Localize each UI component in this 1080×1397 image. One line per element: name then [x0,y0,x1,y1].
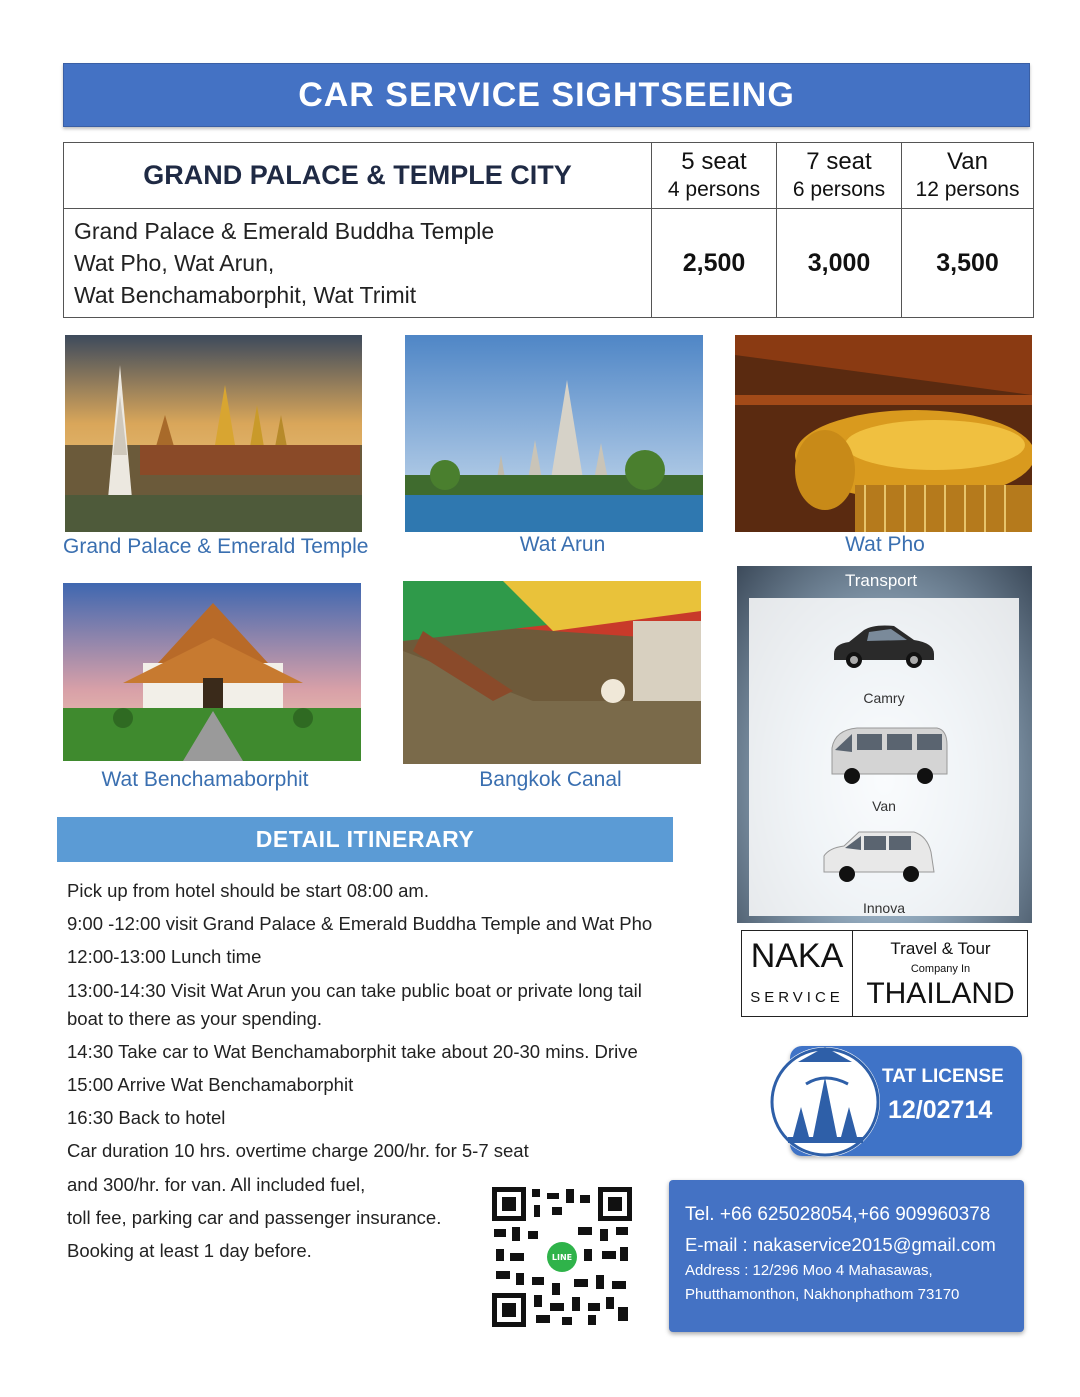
price-5-seat: 2,500 [652,209,777,318]
bangkok-canal-photo [403,581,701,764]
photo-caption-bangkok-canal: Bangkok Canal [479,768,622,791]
photo-caption-wat-benchamaborphit: Wat Benchamaborphit [101,768,309,791]
wat-pho-photo [735,335,1032,532]
naka-name: NAKA [750,937,844,975]
travel-tour-label: Travel & Tour [890,939,991,958]
page-title: CAR SERVICE SIGHTSEEING [298,75,795,114]
line-qr-code[interactable] [492,1187,632,1327]
itinerary-line: 12:00-13:00 Lunch time [67,946,262,967]
itinerary-line: 15:00 Arrive Wat Benchamaborphit [67,1074,354,1095]
itinerary-line: Pick up from hotel should be start 08:00 am. [67,880,429,901]
itinerary-heading [57,817,673,862]
itinerary-line: 9:00 -12:00 visit Grand Palace & Emerald Buddha Temple and Wat Pho [67,913,653,934]
seat-label: 7 seat [806,148,872,176]
itinerary-line: Car duration 10 hrs. overtime charge 200/hr. for 5-7 seat [67,1140,529,1161]
itinerary-line: and 300/hr. for van. All included fuel, [67,1174,366,1195]
seat-label: 5 seat [681,148,747,176]
itinerary-line: 14:30 Take car to Wat Benchamaborphit take about 20-30 mins. Drive [67,1041,638,1062]
persons-label: 4 persons [667,178,761,202]
places-cell [64,209,652,318]
photo-caption-grand-palace: Grand Palace & Emerald Temple [63,535,369,558]
naka-service-logo [741,930,1028,1017]
itinerary-line: boat to there as your spending. [67,1008,323,1029]
naka-logo-left [742,931,853,1016]
column-header-van [902,143,1034,209]
photo-caption-wat-arun: Wat Arun [519,533,606,556]
tat-emblem-icon [768,1042,883,1165]
tour-title: GRAND PALACE & TEMPLE CITY [64,143,652,209]
transport-title: Transport [845,571,918,590]
tat-license-number: 12/02714 [888,1096,993,1124]
place-line: Grand Palace & Emerald Buddha Temple [74,218,495,244]
car-label-innova: Innova [862,900,906,916]
place-line: Wat Benchamaborphit, Wat Trimit [74,282,417,308]
camry-car-icon [829,616,939,676]
persons-label: 12 persons [915,178,1020,202]
line-badge-text: LINE [551,1253,573,1262]
grand-palace-photo [65,335,362,532]
transport-panel [737,566,1032,923]
page-title-banner [63,63,1030,127]
wat-benchamaborphit-photo [63,583,361,761]
van-icon [827,720,952,793]
price-table [63,142,1034,318]
price-van: 3,500 [902,209,1034,318]
contact-address-line-2: Phutthamonthon, Nakhonphathom 73170 [685,1286,960,1303]
photo-caption-wat-pho: Wat Pho [845,533,925,556]
price-table-body-row [64,209,1034,318]
wat-arun-photo [405,335,703,532]
car-label-camry: Camry [863,690,905,706]
itinerary-heading-text: DETAIL ITINERARY [255,826,475,852]
contact-email[interactable]: E-mail : nakaservice2015@gmail.com [685,1234,996,1255]
innova-car-icon [819,824,939,894]
itinerary-line: 13:00-14:30 Visit Wat Arun you can take public boat or private long tail [67,980,642,1001]
naka-service-label: SERVICE [750,989,844,1006]
itinerary-line: 16:30 Back to hotel [67,1107,226,1128]
contact-tel[interactable]: Tel. +66 625028054,+66 909960378 [685,1204,991,1225]
column-header-5-seat [652,143,777,209]
price-7-seat: 3,000 [777,209,902,318]
seat-label: Van [947,148,988,176]
thailand-label: THAILAND [866,977,1015,1010]
car-label-van: Van [872,798,896,814]
tat-license-label: TAT LICENSE [882,1066,1004,1087]
itinerary-line: toll fee, parking car and passenger insurance. [67,1207,442,1228]
itinerary-line: Booking at least 1 day before. [67,1240,312,1261]
contact-address-line-1: Address : 12/296 Moo 4 Mahasawas, [685,1262,933,1279]
company-in-label: Company In [910,963,971,975]
transport-cars [749,598,1019,916]
column-header-7-seat [777,143,902,209]
persons-label: 6 persons [792,178,886,202]
price-table-header-row [64,143,1034,209]
contact-box [669,1180,1024,1332]
place-line: Wat Pho, Wat Arun, [74,250,275,276]
